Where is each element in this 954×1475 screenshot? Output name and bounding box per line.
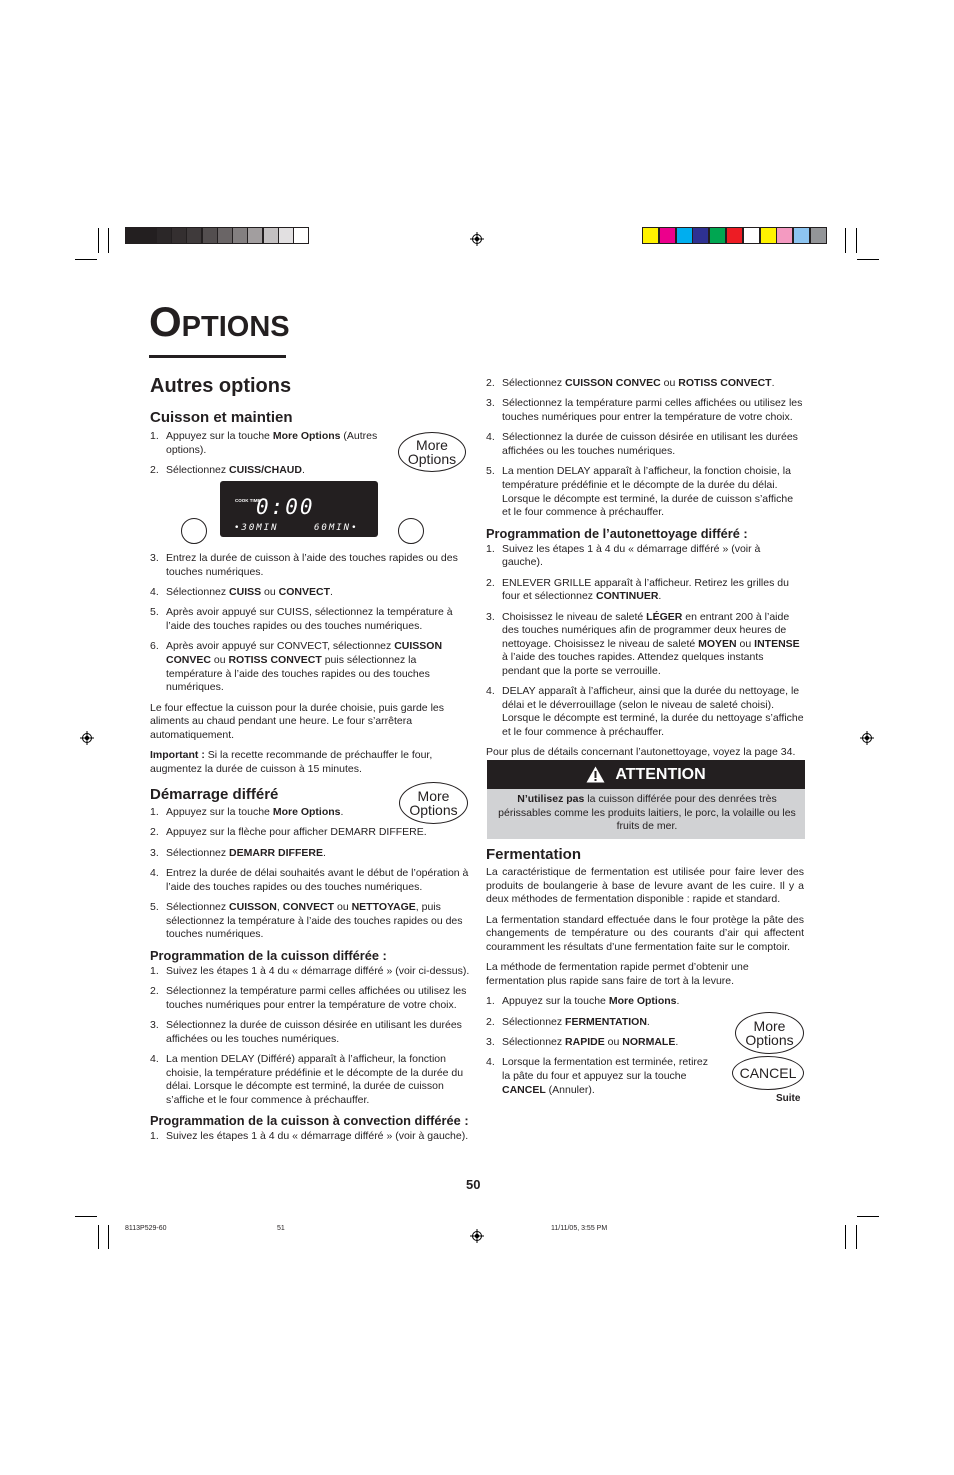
step-keyword: More Options (272, 806, 341, 818)
step-keyword: More Options (272, 430, 341, 442)
color-swatch (709, 227, 726, 244)
step-text: , (276, 901, 283, 914)
step-text: Après avoir appuyé sur CUISS, sélectionnez la température à l’aide des touches rapides ou des touches numériques. (166, 606, 453, 632)
step-number: 6. (150, 640, 159, 653)
step-keyword: CANCEL (502, 1083, 546, 1096)
gray-swatch (217, 227, 233, 244)
page-number: 50 (466, 1177, 481, 1192)
step-keyword: CONTINUER (595, 590, 659, 603)
title-text (149, 300, 290, 354)
attention-title: ATTENTION (615, 765, 706, 783)
registration-mark-icon (470, 1229, 484, 1243)
display-option-60min: 60MIN• (314, 523, 359, 533)
warning-icon (586, 766, 605, 783)
attention-header (487, 760, 805, 789)
step-item (150, 806, 470, 820)
step-text: . (340, 806, 344, 818)
step-keyword: More Options (608, 995, 677, 1008)
step-item (486, 1056, 718, 1097)
step-item (150, 985, 470, 1012)
step-item (150, 1053, 470, 1107)
step-text: , puis sélectionnez la température à l’aide des touches rapides ou des touches numériques. (166, 901, 463, 941)
step-text: Sélectionnez (166, 585, 230, 598)
page-title (149, 300, 290, 358)
step-number: 2. (150, 985, 159, 998)
step-keyword: NETTOYAGE (351, 901, 416, 914)
step-item (486, 577, 804, 604)
step-keyword: FERMENTATION (565, 1015, 647, 1028)
step-number: 2. (486, 1015, 495, 1028)
step-number: 5. (150, 901, 159, 914)
step-keyword: CONVECT (282, 901, 335, 914)
step-item (486, 543, 804, 570)
step-number: 3. (150, 552, 159, 564)
step-keyword: NORMALE (622, 1035, 676, 1048)
step-number: 1. (486, 995, 495, 1008)
step-number: 2. (486, 377, 495, 389)
cook-time-label: COOK TIME (235, 498, 261, 503)
step-text: Sélectionnez la température parmi celles affichées ou utilisez les touches numériques pour entrer la température de votre choix. (166, 985, 467, 1011)
color-swatch (776, 227, 793, 244)
step-text: Sélectionnez la durée de cuisson désirée en utilisant les durées affichées ou les touches numériques. (166, 1019, 462, 1045)
step-number: 3. (150, 1019, 159, 1032)
step-text: Entrez la durée de délai souhaités avant le début de l’opération à l’aide des touches rapides ou des touches numériques. (166, 867, 469, 893)
step-number: 2. (150, 826, 159, 839)
step-number: 1. (150, 806, 159, 818)
step-item (150, 826, 470, 840)
display-time: 0:00 (256, 495, 315, 519)
step-keyword: CUISSON (229, 901, 277, 914)
attention-box (487, 760, 805, 839)
step-keyword: RAPIDE (565, 1035, 605, 1048)
slug-timestamp: 11/11/05, 3:55 PM (551, 1225, 608, 1232)
step-item (486, 1016, 718, 1030)
step-text: puis sélectionnez la température à l’aide des touches rapides ou des touches numériques. (166, 653, 430, 694)
color-swatch (659, 227, 676, 244)
convection-steps-continued (486, 377, 804, 520)
step-text: . (771, 377, 775, 389)
cuisson-steps-continued (150, 552, 470, 695)
step-item (150, 552, 470, 579)
step-number: 5. (150, 606, 159, 619)
left-softkey-button[interactable] (181, 518, 207, 544)
step-text: Suivez les étapes 1 à 4 du « démarrage différé » (voir à gauche). (166, 1130, 469, 1143)
step-item (486, 611, 804, 679)
fermentation-paragraph-3: La méthode de fermentation rapide permet d’obtenir une fermentation plus rapide sans faire de tort à la levure. (486, 961, 749, 987)
more-options-button[interactable]: More Options (735, 1012, 804, 1054)
step-text: La mention DELAY apparaît à l’afficheur, la fonction choisie, la température prédéfinie et le décompte de la durée du délai. Lorsque le décompte est terminé, la durée de cuisson s’affiche et le four commence à préchauffer. (502, 465, 794, 519)
step-item (486, 685, 804, 739)
step-text: ou (604, 1035, 623, 1048)
step-text: Sélectionnez la durée de cuisson désirée en utilisant les durées affichées ou les touches numériques. (502, 431, 798, 457)
more-options-button[interactable]: More Options (398, 432, 466, 472)
prog-convection-title: Programmation de la cuisson à convection différée : (150, 1113, 469, 1129)
fermentation-paragraph-2: La fermentation standard effectuée dans le four protège la pâte des changements de température ou des courants d’air qui affectent couramment les résultats d’une fermentation faite sur le comptoir. (486, 913, 804, 953)
gray-swatch (202, 227, 218, 244)
step-item (150, 586, 470, 600)
step-text: Entrez la durée de cuisson à l’aide des touches rapides ou des touches numériques. (166, 552, 458, 578)
step-item (486, 397, 804, 424)
step-number: 3. (486, 397, 495, 410)
cuisson-title: Cuisson et maintien (150, 409, 293, 426)
step-text: Suivez les étapes 1 à 4 du « démarrage différé » (voir ci-dessus). (166, 964, 470, 977)
gray-swatch (293, 227, 309, 244)
gray-swatch (263, 227, 279, 244)
prog-cuisson-steps (150, 965, 470, 1108)
step-text: ou (210, 653, 229, 666)
step-text: ou (261, 585, 279, 598)
step-keyword: INTENSE (754, 637, 800, 650)
step-text: Sélectionnez (166, 846, 230, 859)
step-keyword: CUISS (229, 585, 262, 598)
step-text: Appuyez sur la touche (502, 995, 609, 1008)
step-number: 4. (486, 685, 495, 698)
step-text: ENLEVER GRILLE apparaît à l’afficheur. Retirez les grilles du four et sélectionnez (502, 576, 789, 603)
color-swatch (642, 227, 659, 244)
step-number: 1. (150, 964, 159, 977)
step-number: 4. (150, 1053, 159, 1066)
step-text: Sélectionnez (502, 377, 566, 389)
step-item (150, 901, 470, 942)
step-text: ou (736, 637, 755, 650)
step-item (150, 464, 380, 478)
step-text: (Autres options). (166, 430, 378, 456)
step-text: Appuyez sur la touche (166, 806, 273, 818)
color-swatch (810, 227, 827, 244)
autonettoyage-steps (486, 543, 804, 740)
step-item (150, 867, 470, 894)
gray-swatch (247, 227, 263, 244)
step-text: Sélectionnez (502, 1015, 566, 1028)
step-item (486, 1036, 718, 1050)
title-rest: PTIONS (181, 311, 290, 343)
gray-swatch (171, 227, 187, 244)
step-text: (Annuler). (545, 1083, 595, 1096)
step-text: ou (660, 377, 679, 389)
step-text: Sélectionnez la température parmi celles affichées ou utilisez les touches numériques pour entrer la température de votre choix. (502, 397, 803, 423)
step-text: Lorsque la fermentation est terminée, retirez la pâte du four et appuyez sur la touche (502, 1056, 709, 1082)
step-text: Appuyez sur la flèche pour afficher DEMARR DIFFERE. (166, 826, 427, 839)
registration-mark-icon (470, 232, 484, 246)
color-swatch (793, 227, 810, 244)
step-number: 3. (486, 1035, 495, 1048)
step-item (486, 431, 804, 458)
step-item (150, 965, 470, 979)
step-item (150, 430, 380, 457)
attention-body: N’utilisez pas la cuisson différée pour des denrées très périssables comme les produits laitiers, le porc, la volaille ou les fruits de mer. (487, 789, 805, 839)
step-keyword: CUISS/CHAUD (229, 463, 302, 476)
registration-mark-icon (80, 731, 94, 745)
step-text: . (676, 995, 680, 1008)
step-keyword: MOYEN (698, 637, 737, 650)
display-option-30min: •30MIN (234, 523, 279, 533)
step-keyword: ROTISS CONVECT (228, 653, 322, 666)
autonettoyage-note: Pour plus de détails concernant l’autonettoyage, voyez la page 34. (486, 746, 796, 759)
oven-display (220, 481, 378, 537)
title-initial: O (149, 298, 182, 345)
color-swatch (726, 227, 743, 244)
step-number: 2. (150, 463, 159, 476)
step-item (486, 465, 804, 519)
step-item (486, 995, 718, 1009)
slug-job-id: 8113P529-60 (125, 1225, 167, 1232)
slug-page: 51 (277, 1225, 285, 1232)
step-text: Sélectionnez (166, 901, 230, 914)
step-keyword: CUISSON CONVEC (565, 377, 661, 389)
step-text: ou (334, 901, 352, 914)
step-text: . (330, 585, 333, 598)
prog-cuisson-title: Programmation de la cuisson différée : (150, 947, 387, 963)
suite-label: Suite (776, 1093, 801, 1104)
step-number: 1. (150, 430, 159, 442)
step-number: 1. (150, 1130, 159, 1143)
step-text: à l’aide des touches rapides. Attendez quelques instants pendant que la porte se verrouille. (502, 651, 764, 677)
cuisson-paragraph: Le four effectue la cuisson pour la durée choisie, puis garde les aliments au chaud pendant une heure. Le four s’arrêtera automatiquement. (150, 701, 444, 741)
step-number: 2. (486, 576, 495, 589)
step-number: 4. (150, 867, 159, 880)
left-column-part2 (150, 552, 470, 783)
color-swatch (743, 227, 760, 244)
color-swatch (676, 227, 693, 244)
right-column (486, 377, 804, 767)
step-text: Après avoir appuyé sur CONVECT, sélectionnez (166, 640, 395, 653)
step-text: . (675, 1035, 679, 1048)
step-text: La mention DELAY (Différé) apparaît à l’afficheur, la fonction choisie, la température prédéfinie et le décompte de la durée du délai. Lorsque le décompte est terminé, la durée de cuisson s’affiche et le four commence à préchauffer. (166, 1053, 464, 1106)
gray-swatch (186, 227, 202, 244)
gray-swatch (232, 227, 248, 244)
gray-swatch (156, 227, 172, 244)
fermentation-steps (486, 995, 718, 1097)
color-swatch (692, 227, 709, 244)
step-number: 4. (150, 585, 159, 598)
cancel-button[interactable]: CANCEL (732, 1056, 804, 1090)
step-keyword: CONVECT (278, 585, 330, 598)
step-item (150, 606, 470, 633)
step-text: . (322, 846, 326, 859)
right-softkey-button[interactable] (398, 518, 424, 544)
step-text: Choisissez le niveau de saleté (502, 610, 647, 623)
step-item (150, 640, 470, 694)
step-number: 4. (486, 1056, 495, 1069)
gray-swatch (278, 227, 294, 244)
step-text: Suivez les étapes 1 à 4 du « démarrage différé » (voir à gauche). (502, 542, 761, 569)
autonettoyage-title: Programmation de l’autonettoyage différé : (486, 525, 748, 541)
important-note: Important : Si la recette recommande de préchauffer le four, augmentez la durée de cuisson à 15 minutes. (150, 749, 433, 775)
step-number: 3. (150, 846, 159, 859)
fermentation-paragraph-1: La caractéristique de fermentation est utilisée pour faire lever des produits de boulangerie à base de levure avant de les cuire. Il y a deux méthodes de fermentation disponible : rapide et standard. (486, 866, 804, 906)
step-number: 4. (486, 431, 495, 444)
registration-mark-icon (860, 731, 874, 745)
step-text: . (646, 1015, 650, 1028)
more-options-button[interactable]: More Options (399, 782, 468, 824)
gray-swatch (125, 227, 141, 244)
section-heading: Autres options (150, 375, 292, 397)
step-text: en entrant 200 à l’aide des touches numériques afin de programmer deux heures de nettoyage. Choisissez le niveau de saleté (502, 610, 790, 650)
step-keyword: ROTISS CONVECT (678, 377, 772, 389)
step-text: Sélectionnez (502, 1035, 566, 1048)
cuisson-steps (150, 430, 380, 478)
color-swatch (760, 227, 777, 244)
step-item (150, 1130, 470, 1144)
step-text: Appuyez sur la touche (166, 430, 273, 442)
step-keyword: DEMARR DIFFERE (229, 846, 323, 859)
prog-convection-steps (150, 1130, 470, 1144)
gray-swatch (140, 227, 156, 244)
left-column-part3 (150, 786, 470, 1151)
step-text: . (658, 590, 662, 603)
demarrage-title: Démarrage différé (150, 786, 279, 803)
step-number: 5. (486, 465, 495, 478)
step-text: DELAY apparaît à l’afficheur, ainsi que la durée du nettoyage, le délai et le déverrouillage (selon le niveau de saleté choisi). Lorsque le décompte est terminé, la durée du nettoyage s’affiche et le four commence à préchauffer. (502, 685, 804, 739)
demarrage-steps (150, 806, 470, 942)
fermentation-title: Fermentation (486, 846, 582, 863)
step-keyword: CUISSON CONVEC (166, 640, 443, 666)
step-item (150, 847, 470, 861)
step-item (150, 1019, 470, 1046)
step-text: Sélectionnez (166, 463, 230, 476)
step-text: . (301, 463, 305, 476)
title-underline (149, 355, 286, 358)
step-keyword: LÉGER (646, 610, 683, 623)
step-number: 3. (486, 610, 495, 623)
step-item (486, 377, 804, 391)
step-number: 1. (486, 542, 495, 555)
